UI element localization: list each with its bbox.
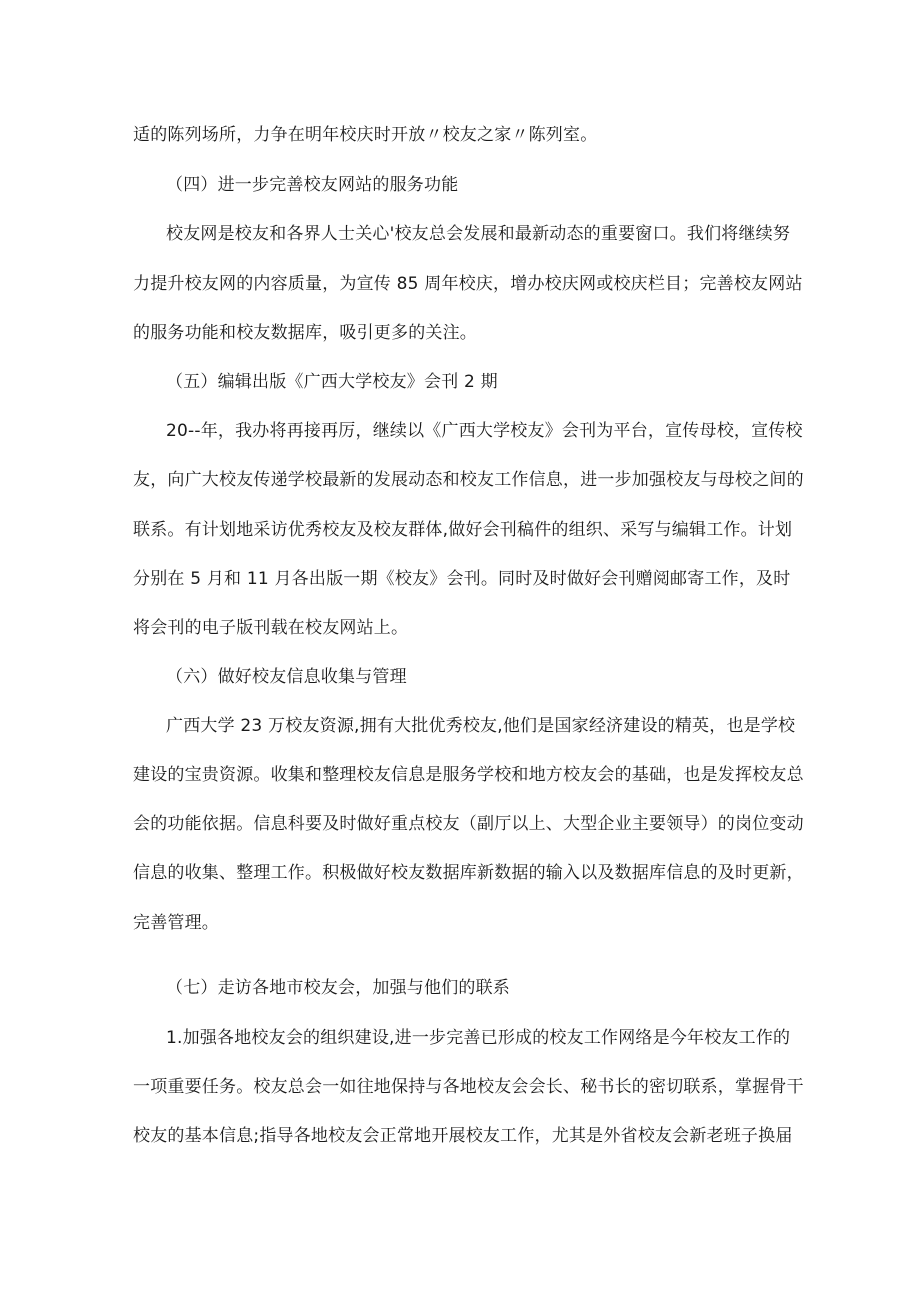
text-line: 的服务功能和校友数据库，吸引更多的关注。 — [133, 323, 477, 343]
text-line: 校友网是校友和各界人士关心'校友总会发展和最新动态的重要窗口。我们将继续努 — [166, 224, 791, 244]
text-line: 信息的收集、整理工作。积极做好校友数据库新数据的输入以及数据库信息的及时更新， — [133, 863, 804, 883]
section-heading-4: （四）进一步完善校友网站的服务功能 — [166, 175, 459, 195]
text-line: 一项重要任务。校友总会一如往地保持与各地校友会会长、秘书长的密切联系，掌握骨干 — [133, 1077, 804, 1097]
text-line: 广西大学 23 万校友资源,拥有大批优秀校友,他们是国家经济建设的精英，也是学校 — [166, 716, 796, 736]
text-line: 20--年，我办将再接再厉，继续以《广西大学校友》会刊为平台，宣传母校，宣传校 — [166, 421, 803, 441]
section-heading-7: （七）走访各地市校友会，加强与他们的联系 — [166, 978, 510, 998]
text-line: 联系。有计划地采访优秀校友及校友群体,做好会刊稿件的组织、采写与编辑工作。计划 — [133, 520, 793, 540]
text-line: 力提升校友网的内容质量，为宣传 85 周年校庆，增办校庆网或校庆栏目；完善校友网站 — [133, 274, 803, 294]
text-line: 分别在 5 月和 11 月各出版一期《校友》会刊。同时及时做好会刊赠阅邮寄工作，及时 — [133, 569, 791, 589]
text-line: 适的陈列场所，力争在明年校庆时开放〃校友之家〃陈列室。 — [133, 125, 598, 145]
text-line: 建设的宝贵资源。收集和整理校友信息是服务学校和地方校友会的基础，也是发挥校友总 — [133, 765, 804, 785]
text-line: 会的功能依据。信息科要及时做好重点校友（副厅以上、大型企业主要领导）的岗位变动 — [133, 814, 804, 834]
text-line: 将会刊的电子版刊载在校友网站上。 — [133, 618, 409, 638]
section-heading-5: （五）编辑出版《广西大学校友》会刊 2 期 — [166, 372, 498, 392]
section-heading-6: （六）做好校友信息收集与管理 — [166, 667, 407, 687]
text-line: 完善管理。 — [133, 913, 219, 933]
text-line: 友，向广大校友传递学校最新的发展动态和校友工作信息，进一步加强校友与母校之间的 — [133, 470, 804, 490]
text-line: 1.加强各地校友会的组织建设,进一步完善已形成的校友工作网络是今年校友工作的 — [166, 1028, 791, 1048]
text-line: 校友的基本信息;指导各地校友会正常地开展校友工作，尤其是外省校友会新老班子换届 — [133, 1126, 793, 1146]
